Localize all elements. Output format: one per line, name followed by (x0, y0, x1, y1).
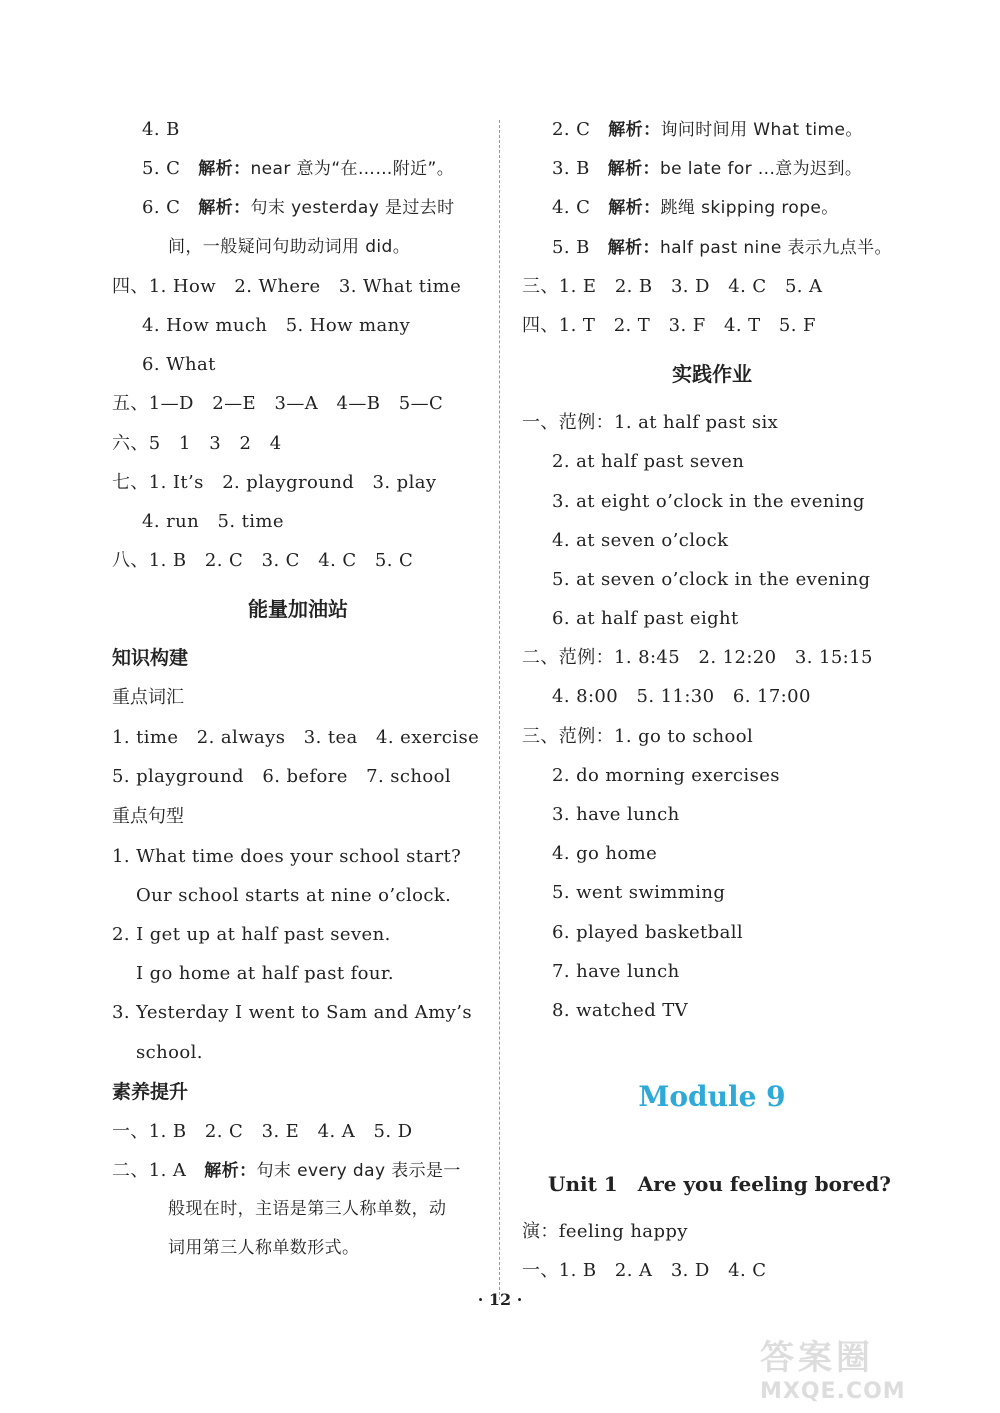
subsection-heading: 素养提升 (112, 1080, 189, 1103)
answer-line: 5. C 解析：near 意为“在……附近”。 (142, 158, 455, 180)
answer-line: 六、5 1 3 2 4 (112, 432, 282, 454)
page-number: · 12 · (477, 1290, 523, 1309)
answer-line: 5. went swimming (552, 882, 726, 904)
analysis-label: 解析： (608, 120, 661, 140)
subsection-label: 重点句型 (112, 805, 184, 827)
section-title: 能量加油站 (248, 597, 348, 622)
answer-line: 4. run 5. time (142, 510, 284, 532)
answer-line: 一、范例：1. at half past six (522, 412, 779, 434)
answer-line: 4. How much 5. How many (142, 314, 411, 336)
watermark-logo (760, 1330, 990, 1408)
answer-line: 二、范例：1. 8:45 2. 12:20 3. 15:15 (522, 647, 873, 669)
answer-line: 3. B 解析：be late for ...意为迟到。 (552, 158, 863, 180)
answer-line: 2. do morning exercises (552, 764, 780, 786)
answer-line: 八、1. B 2. C 3. C 4. C 5. C (112, 550, 414, 572)
answer-line: 间，一般疑问句助动词用 did。 (168, 236, 411, 257)
answer-line: 4. 8:00 5. 11:30 6. 17:00 (552, 686, 811, 708)
answer-line: I go home at half past four. (136, 963, 395, 985)
watermark-title: 答案圈 (760, 1338, 874, 1378)
module-title: Module 9 (638, 1080, 786, 1114)
answer-line: 6. played basketball (552, 921, 744, 943)
answer-line: school. (136, 1041, 203, 1063)
analysis-label: 解析： (607, 159, 660, 180)
answer-line: 6. What (142, 354, 216, 376)
answer-line: 2. at half past seven (552, 451, 745, 473)
answer-line: 一、1. B 2. C 3. E 4. A 5. D (112, 1120, 413, 1142)
column-divider (499, 120, 500, 1300)
section-title: 实践作业 (672, 362, 752, 387)
subsection-heading: 知识构建 (112, 647, 189, 670)
answer-line: 4. B (142, 119, 180, 140)
answer-line: 6. at half past eight (552, 608, 739, 630)
answer-line: 5. playground 6. before 7. school (112, 766, 452, 788)
answer-line: 三、范例：1. go to school (522, 725, 754, 747)
answer-line: 7. have lunch (552, 960, 680, 982)
answer-line: 4. at seven o’clock (552, 529, 729, 551)
answer-line: Our school starts at nine o’clock. (136, 884, 452, 906)
answer-line: 二、1. A 解析：句末 every day 表示是一 (112, 1159, 461, 1181)
answer-line: 般现在时，主语是第三人称单数，动 (168, 1199, 447, 1220)
answer-line: 演：feeling happy (522, 1221, 688, 1243)
left-column (112, 110, 484, 1269)
analysis-label: 解析： (607, 237, 660, 258)
answer-line: 四、1. How 2. Where 3. What time (112, 275, 462, 297)
answer-line: 一、1. B 2. A 3. D 4. C (522, 1260, 767, 1282)
analysis-label: 解析： (608, 198, 661, 219)
answer-line: 3. have lunch (552, 804, 680, 825)
answer-line: 四、1. T 2. T 3. F 4. T 5. F (522, 314, 816, 336)
unit-title: Unit 1 Are you feeling bored? (548, 1172, 891, 1197)
answer-line: 5. at seven o’clock in the evening (552, 568, 871, 590)
answer-line: 5. B 解析：half past nine 表示九点半。 (552, 236, 892, 258)
right-column (522, 110, 902, 1291)
answer-line: 词用第三人称单数形式。 (168, 1238, 360, 1259)
answer-line: 1. time 2. always 3. tea 4. exercise (112, 727, 480, 749)
answer-line: 3. Yesterday I went to Sam and Amy’s (112, 1002, 472, 1024)
analysis-label: 解析： (204, 1160, 257, 1181)
watermark-url: MXQE.COM (760, 1379, 906, 1404)
answer-line: 五、1—D 2—E 3—A 4—B 5—C (112, 393, 444, 415)
answer-line: 三、1. E 2. B 3. D 4. C 5. A (522, 275, 823, 297)
answer-line: 1. What time does your school start? (112, 845, 462, 867)
analysis-label: 解析： (198, 159, 251, 180)
answer-line: 8. watched TV (552, 999, 689, 1021)
answer-line: 2. I get up at half past seven. (112, 924, 391, 945)
answer-line: 七、1. It’s 2. playground 3. play (112, 471, 437, 493)
answer-line: 3. at eight o’clock in the evening (552, 490, 865, 512)
analysis-label: 解析： (198, 198, 251, 219)
subsection-label: 重点词汇 (112, 687, 184, 709)
answer-line: 4. C 解析：跳绳 skipping rope。 (552, 197, 839, 219)
answer-line: 6. C 解析：句末 yesterday 是过去时 (142, 197, 455, 219)
answer-line: 2. C 解析：询问时间用 What time。 (552, 119, 863, 140)
answer-line: 4. go home (552, 843, 658, 865)
